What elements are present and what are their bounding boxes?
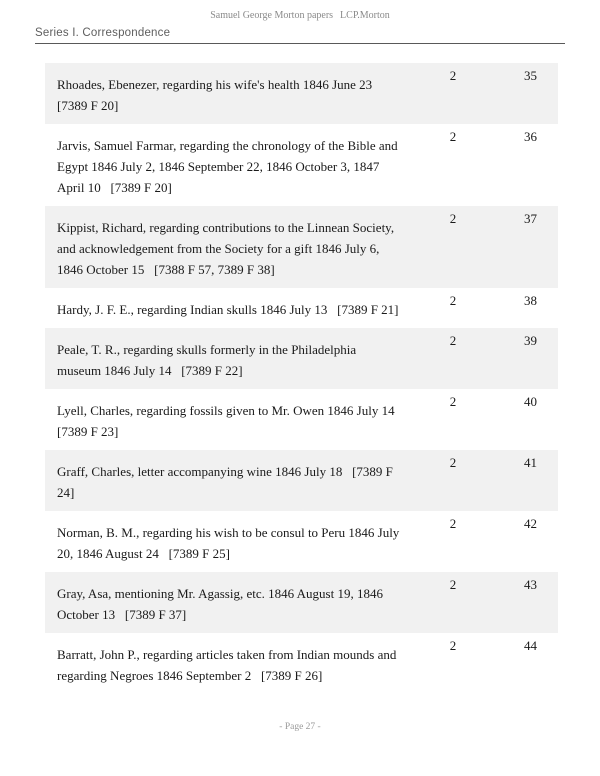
entry-title: Gray, Asa, mentioning Mr. Agassig, etc. 1846 August 19, 1846 October 13 [7389 F 37] [57,586,387,622]
table-row [45,328,558,389]
box-number: 2 [449,394,457,409]
document-title: Samuel George Morton papers [210,10,334,21]
running-header [0,10,600,21]
table-row [45,511,558,572]
folder-number: 35 [524,68,537,83]
folder-number: 39 [524,333,537,348]
table-row [45,206,558,288]
folder-number: 42 [524,516,537,531]
box-number: 2 [449,333,457,348]
page-number: - Page 27 - [279,722,321,732]
box-number: 2 [449,455,457,470]
collection-id: LCP.Morton [340,10,390,21]
entry-title: Graff, Charles, letter accompanying wine 1846 July 18 [7389 F 24] [57,464,397,500]
box-number: 2 [449,129,457,144]
table-row [45,63,558,124]
entry-title: Lyell, Charles, regarding fossils given to Mr. Owen 1846 July 14 [7389 F 23] [57,403,405,439]
page-footer [0,722,600,732]
table-row [45,633,558,694]
box-number: 2 [449,293,457,308]
entry-title: Barratt, John P., regarding articles taken from Indian mounds and regarding Negroes 1846 September 2 [7389 F 26] [57,647,400,683]
table-row [45,450,558,511]
table-row [45,288,558,328]
folder-number: 40 [524,394,537,409]
header-rule [35,43,565,44]
box-number: 2 [449,211,457,226]
table-row [45,572,558,633]
entry-title: Jarvis, Samuel Farmar, regarding the chronology of the Bible and Egypt 1846 July 2, 1846 September 22, 1846 October 3, 1847 April 10 [7389 F 20] [57,138,401,195]
box-number: 2 [449,68,457,83]
entry-title: Hardy, J. F. E., regarding Indian skulls 1846 July 13 [7389 F 21] [57,302,399,317]
series-title: Series I. Correspondence [35,27,171,39]
box-number: 2 [449,638,457,653]
folder-number: 37 [524,211,537,226]
correspondence-list [45,63,558,694]
box-number: 2 [449,577,457,592]
folder-number: 43 [524,577,537,592]
folder-number: 38 [524,293,537,308]
folder-number: 36 [524,129,537,144]
entry-title: Kippist, Richard, regarding contributions to the Linnean Society, and acknowledgement from the Society for a gift 1846 July 6, 1846 October 15 [7388 F 57, 7389 F 38] [57,220,398,277]
entry-title: Norman, B. M., regarding his wish to be consul to Peru 1846 July 20, 1846 August 24 [7389 F 25] [57,525,403,561]
entry-title: Peale, T. R., regarding skulls formerly in the Philadelphia museum 1846 July 14 [7389 F 22] [57,342,360,378]
entry-title: Rhoades, Ebenezer, regarding his wife's health 1846 June 23 [7389 F 20] [57,77,382,113]
folder-number: 44 [524,638,537,653]
table-row [45,124,558,206]
box-number: 2 [449,516,457,531]
folder-number: 41 [524,455,537,470]
table-row [45,389,558,450]
